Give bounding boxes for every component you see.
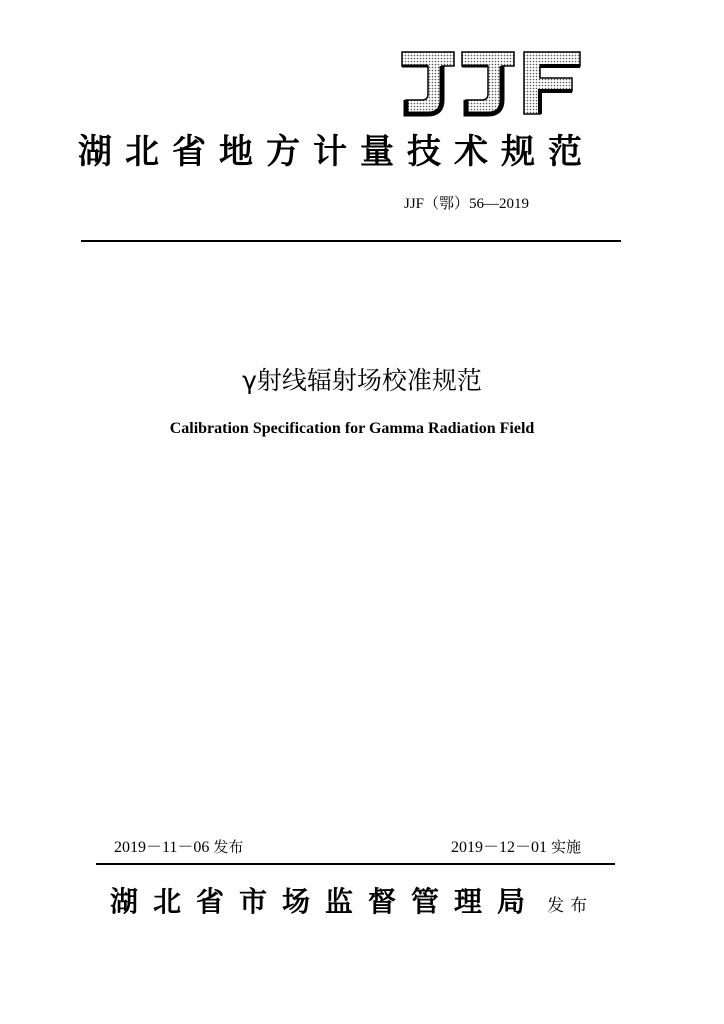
issue-date: 2019－11－06 <box>114 839 210 856</box>
publisher-block <box>110 880 593 920</box>
issuer-title: 湖北省地方计量技术规范 <box>78 132 595 172</box>
effective-date-block <box>451 834 581 857</box>
top-divider <box>81 240 621 242</box>
document-title-chinese: γ射线辐射场校准规范 <box>242 366 482 395</box>
effective-date: 2019－12－01 <box>451 839 548 856</box>
jjf-logo-icon <box>398 48 584 118</box>
publisher-suffix: 发布 <box>547 896 594 916</box>
standard-number: JJF（鄂）56—2019 <box>404 196 530 212</box>
bottom-divider <box>96 863 615 865</box>
issue-date-label: 发布 <box>213 838 244 856</box>
document-title-english: Calibration Specification for Gamma Radiation Field <box>169 420 535 437</box>
issue-date-block <box>114 834 243 857</box>
publisher-name: 湖北省市场监督管理局 <box>110 885 541 918</box>
effective-date-label: 实施 <box>551 838 582 856</box>
